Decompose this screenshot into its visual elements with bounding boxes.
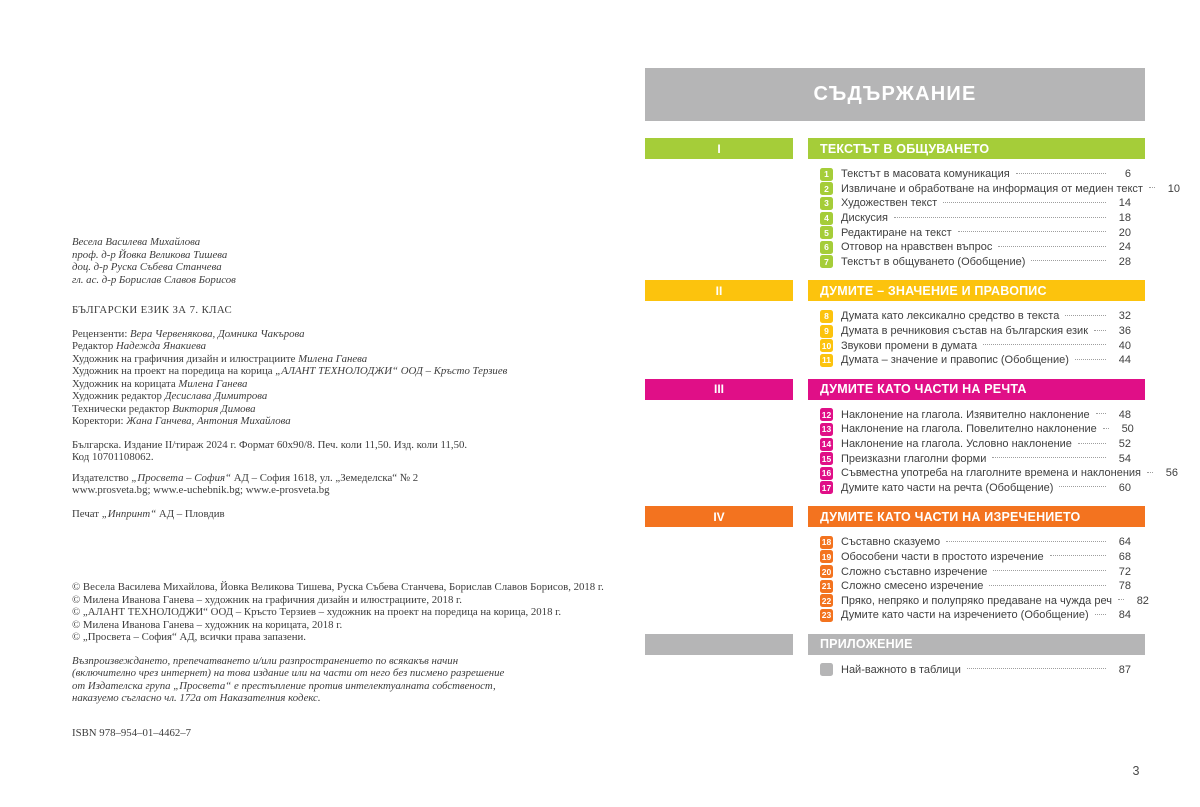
item-page-number: 20 [1118, 226, 1131, 239]
item-page-number: 48 [1118, 408, 1131, 421]
item-number-badge: 5 [820, 226, 833, 239]
credit-role: Технически редактор [72, 402, 173, 415]
dotted-leader [1050, 554, 1106, 556]
edition-line: Българска. Издание II/тираж 2024 г. Формат 60х90/8. Печ. коли 11,50. Изд. коли 11,50. [72, 438, 468, 451]
item-label: Наклонение на глагола. Изявително наклонение [841, 408, 1090, 421]
dotted-leader [992, 456, 1106, 458]
copyright-line: © Милена Иванова Ганева – художник на графичния дизайн и илюстрациите, 2018 г. [72, 593, 462, 606]
toc-item [820, 550, 1131, 565]
section-items [820, 535, 1149, 623]
toc-item [820, 408, 1131, 423]
item-number-badge: 13 [821, 424, 832, 435]
dotted-leader [1147, 471, 1153, 473]
toc-item [820, 437, 1131, 452]
dotted-leader [998, 245, 1106, 247]
toc-item [820, 211, 1131, 226]
item-page-number: 64 [1118, 536, 1131, 549]
item-page-number: 24 [1118, 241, 1131, 254]
author-line: Весела Василева Михайлова [72, 236, 201, 248]
item-page-number: 40 [1118, 339, 1131, 352]
toc-item [820, 309, 1131, 324]
legal-line: от Издателска група „Просвета“ е престъпление против интелектуалната собственост, [72, 679, 496, 692]
section-items [820, 167, 1180, 269]
dotted-leader [943, 201, 1106, 203]
item-page-number: 72 [1118, 565, 1131, 578]
toc-item [820, 338, 1131, 353]
toc-section [645, 280, 1145, 367]
dotted-leader [1065, 314, 1106, 316]
item-page-number: 32 [1118, 310, 1131, 323]
emphasized-text: „Просвета – София“ [131, 471, 232, 484]
item-number-badge: 4 [820, 212, 833, 225]
section-numeral-bar: III [645, 379, 793, 400]
item-number-badge: 14 [821, 439, 832, 450]
toc-item [820, 255, 1131, 270]
item-label: Звукови промени в думата [841, 339, 978, 352]
authors-block [72, 236, 672, 286]
dotted-leader [993, 569, 1106, 571]
toc-item [820, 663, 1131, 678]
item-number-badge: 6 [820, 241, 833, 254]
toc-item [820, 167, 1131, 182]
item-label: Думата като лексикално средство в текста [841, 310, 1060, 323]
credit-role: Художник на корицата [72, 377, 179, 390]
publisher-line [72, 484, 672, 497]
toc-section [645, 379, 1179, 496]
print-line [72, 508, 672, 521]
item-number-badge: 22 [821, 595, 832, 606]
dotted-leader [1094, 329, 1106, 331]
item-number-badge: 7 [820, 255, 833, 268]
section-bars [645, 634, 1145, 655]
credit-line [72, 403, 672, 416]
item-label: Текстът в общуването (Обобщение) [841, 255, 1026, 268]
dotted-leader [1078, 442, 1106, 444]
dotted-leader [894, 216, 1106, 218]
item-page-number: 6 [1124, 168, 1131, 181]
item-number-badge: 11 [822, 355, 831, 366]
item-label: Наклонение на глагола. Повелително наклонение [841, 423, 1097, 436]
dotted-leader [989, 584, 1106, 586]
item-label: Редактиране на текст [841, 226, 952, 239]
item-label: Отговор на нравствен въпрос [841, 241, 993, 254]
dotted-leader [946, 540, 1106, 542]
item-number-badge: 20 [821, 566, 832, 577]
item-page-number: 60 [1118, 481, 1131, 494]
dotted-leader [1149, 186, 1155, 188]
item-page-number: 14 [1118, 197, 1131, 210]
copyright-line: © „АЛАНТ ТЕХНОЛОДЖИ“ ООД – Кръсто Терзиев – художник на проект на поредица на корица, 2018 г. [72, 606, 562, 618]
item-label: Извличане и обработване на информация от медиен текст [841, 182, 1143, 195]
copyright-line: © Весела Василева Михайлова, Йовка Великова Тишева, Руска Събева Станчева, Борислав Славов Борисов, 2018 г. [72, 581, 604, 593]
toc-section [645, 138, 1180, 269]
colophon [72, 236, 672, 739]
item-page-number: 36 [1118, 325, 1131, 338]
credit-line [72, 378, 672, 391]
credit-line [72, 390, 672, 403]
item-label: Художествен текст [841, 197, 938, 210]
toc-item [820, 451, 1131, 466]
item-number-badge: 10 [821, 340, 832, 351]
isbn: ISBN 978–954–01–4462–7 [72, 726, 192, 739]
section-title-bar: ТЕКСТЪТ В ОБЩУВАНЕТО [808, 138, 1145, 159]
toc-item [820, 593, 1149, 608]
toc-item [820, 422, 1134, 437]
author-line: гл. ас. д-р Борислав Славов Борисов [72, 273, 236, 286]
credit-line [72, 328, 672, 341]
item-number-badge: 12 [821, 409, 832, 420]
item-label: Съвместна употреба на глаголните времена и наклонения [841, 467, 1142, 480]
section-numeral-bar [645, 634, 793, 655]
section-items [820, 309, 1145, 367]
toc-item [820, 608, 1131, 623]
credit-line [72, 365, 672, 378]
toc-item [820, 466, 1179, 481]
section-title-bar: ПРИЛОЖЕНИЕ [808, 634, 1145, 655]
credit-line [72, 340, 672, 353]
publisher-block [72, 472, 672, 497]
dotted-leader [1016, 172, 1106, 174]
section-items [820, 663, 1145, 678]
item-label: Сложно съставно изречение [841, 565, 988, 578]
toc-item [820, 196, 1131, 211]
toc-item [820, 182, 1180, 197]
toc-item [820, 535, 1131, 550]
credit-name: Милена Ганева [298, 352, 368, 365]
plain-text: Издателство [72, 471, 132, 484]
item-page-number: 50 [1121, 423, 1134, 436]
legal-line: Възпроизвеждането, препечатването и/или разпространението по всякакъв начин [72, 654, 459, 667]
plain-text: АД – Пловдив [156, 507, 225, 520]
plain-text: www.prosveta.bg; www.e-uchebnik.bg; www.e-prosveta.bg [72, 484, 330, 496]
credit-name: Виктория Димова [172, 402, 256, 415]
dotted-leader [1075, 358, 1106, 360]
item-label: Сложно смесено изречение [841, 580, 984, 593]
credit-name: Милена Ганева [178, 377, 248, 390]
toc-sections [645, 138, 1180, 677]
plain-text: Печат [72, 507, 102, 520]
toc-item [820, 324, 1131, 339]
copyright-line: © „Просвета – София“ АД, всички права запазени. [72, 631, 306, 643]
credit-role: Художник редактор [72, 390, 165, 402]
credit-role: Рецензенти: [72, 327, 131, 340]
item-page-number: 28 [1118, 255, 1131, 268]
credit-line [72, 415, 672, 428]
item-number-badge: 23 [821, 610, 832, 621]
item-page-number: 78 [1118, 580, 1131, 593]
dotted-leader [967, 667, 1106, 669]
item-page-number: 18 [1118, 212, 1131, 225]
section-numeral-bar: II [645, 280, 793, 301]
dotted-leader [1031, 259, 1106, 261]
item-number-badge [820, 663, 833, 676]
print-line-block [72, 508, 672, 521]
emphasized-text: „Инпринт“ [101, 507, 157, 520]
section-bars [645, 280, 1145, 301]
toc-item [820, 481, 1131, 496]
item-number-badge: 21 [821, 581, 832, 592]
credit-name: Жана Ганчева, Антония Михайлова [126, 415, 291, 427]
item-label: Думите като части на изречението (Обобщение) [841, 609, 1089, 622]
item-label: Съставно сказуемо [841, 536, 941, 549]
item-number-badge: 15 [821, 453, 832, 464]
item-label: Текстът в масовата комуникация [841, 168, 1010, 181]
toc-item [820, 564, 1131, 579]
item-label: Обособени части в простото изречение [841, 550, 1044, 563]
edition-block [72, 439, 672, 464]
legal-block [72, 655, 672, 705]
publisher-line [72, 472, 672, 485]
item-number-badge: 19 [821, 551, 832, 562]
credit-role: Редактор [72, 340, 116, 352]
item-number-badge: 3 [820, 197, 833, 210]
section-items [820, 408, 1179, 496]
page-number: 3 [1132, 764, 1140, 778]
item-label: Дискусия [841, 212, 889, 225]
item-page-number: 52 [1118, 438, 1131, 451]
item-number-badge: 1 [820, 168, 833, 181]
toc-item [820, 353, 1131, 368]
toc-item [820, 579, 1131, 594]
dotted-leader [983, 343, 1106, 345]
dotted-leader [1118, 598, 1124, 600]
author-line: проф. д-р Йовка Великова Тишева [72, 248, 228, 261]
credits-block [72, 328, 672, 428]
dotted-leader [1096, 412, 1106, 414]
toc-title: СЪДЪРЖАНИЕ [813, 83, 977, 105]
section-bars [645, 379, 1145, 400]
item-page-number: 87 [1118, 663, 1131, 676]
section-bars [645, 506, 1145, 527]
item-page-number: 44 [1118, 354, 1131, 367]
section-title-bar: ДУМИТЕ КАТО ЧАСТИ НА ИЗРЕЧЕНИЕТО [808, 506, 1145, 527]
item-number-badge: 9 [820, 325, 833, 338]
toc-item [820, 240, 1131, 255]
credit-name: Вера Червенякова, Домника Чакърова [130, 327, 305, 340]
credit-role: Коректори: [72, 415, 127, 427]
item-label: Преизказни глаголни форми [841, 452, 987, 465]
item-page-number: 68 [1118, 550, 1131, 563]
legal-line: наказуемо съгласно чл. 172а от Наказателния кодекс. [72, 692, 321, 704]
item-number-badge: 16 [821, 468, 832, 479]
edition-line: Код 10701108062. [72, 451, 154, 463]
item-label: Думата в речниковия състав на българския език [841, 325, 1089, 338]
section-bars [645, 138, 1145, 159]
item-label: Най-важното в таблици [841, 663, 961, 676]
item-page-number: 54 [1118, 452, 1131, 465]
copyright-line: © Милена Иванова Ганева – художник на корицата, 2018 г. [72, 618, 343, 631]
item-label: Наклонение на глагола. Условно наклонение [841, 438, 1072, 451]
section-numeral-bar: I [645, 138, 793, 159]
item-number-badge: 8 [820, 310, 833, 323]
section-title-bar: ДУМИТЕ КАТО ЧАСТИ НА РЕЧТА [808, 379, 1145, 400]
copyright-block [72, 581, 672, 644]
legal-line: (включително чрез интернет) на това издание или на части от него без писмено разрешение [72, 667, 505, 679]
plain-text: АД – София 1618, ул. „Земеделска“ № 2 [231, 471, 419, 484]
toc-item [820, 225, 1131, 240]
item-number-badge: 18 [821, 537, 832, 548]
item-page-number: 56 [1165, 467, 1179, 480]
credit-line [72, 353, 672, 366]
item-label: Пряко, непряко и полупряко предаване на чужда реч [841, 594, 1112, 607]
book-title: БЪЛГАРСКИ ЕЗИК ЗА 7. КЛАС [72, 304, 233, 316]
credit-name: Надежда Янакиева [115, 340, 207, 352]
toc-section [645, 506, 1149, 623]
item-page-number: 84 [1118, 609, 1131, 622]
credit-role: Художник на проект на поредица на корица [72, 365, 276, 377]
toc-title-bar [645, 68, 1145, 121]
dotted-leader [958, 230, 1106, 232]
table-of-contents [645, 68, 1180, 677]
dotted-leader [1059, 485, 1106, 487]
section-numeral-bar: IV [645, 506, 793, 527]
credit-name: „АЛАНТ ТЕХНОЛОДЖИ“ ООД – Кръсто Терзиев [275, 365, 508, 377]
toc-section [645, 634, 1145, 678]
item-number-badge: 2 [820, 182, 833, 195]
item-label: Думата – значение и правопис (Обобщение) [841, 354, 1069, 367]
credit-role: Художник на графичния дизайн и илюстрациите [72, 352, 299, 365]
item-page-number: 10 [1167, 182, 1180, 195]
author-line: доц. д-р Руска Събева Станчева [72, 261, 222, 273]
section-title-bar: ДУМИТЕ – ЗНАЧЕНИЕ И ПРАВОПИС [808, 280, 1145, 301]
item-number-badge: 17 [821, 482, 832, 493]
item-label: Думите като части на речта (Обобщение) [841, 481, 1054, 494]
dotted-leader [1103, 427, 1109, 429]
credit-name: Десислава Димитрова [164, 390, 268, 402]
item-page-number: 82 [1136, 594, 1149, 607]
dotted-leader [1095, 613, 1106, 615]
